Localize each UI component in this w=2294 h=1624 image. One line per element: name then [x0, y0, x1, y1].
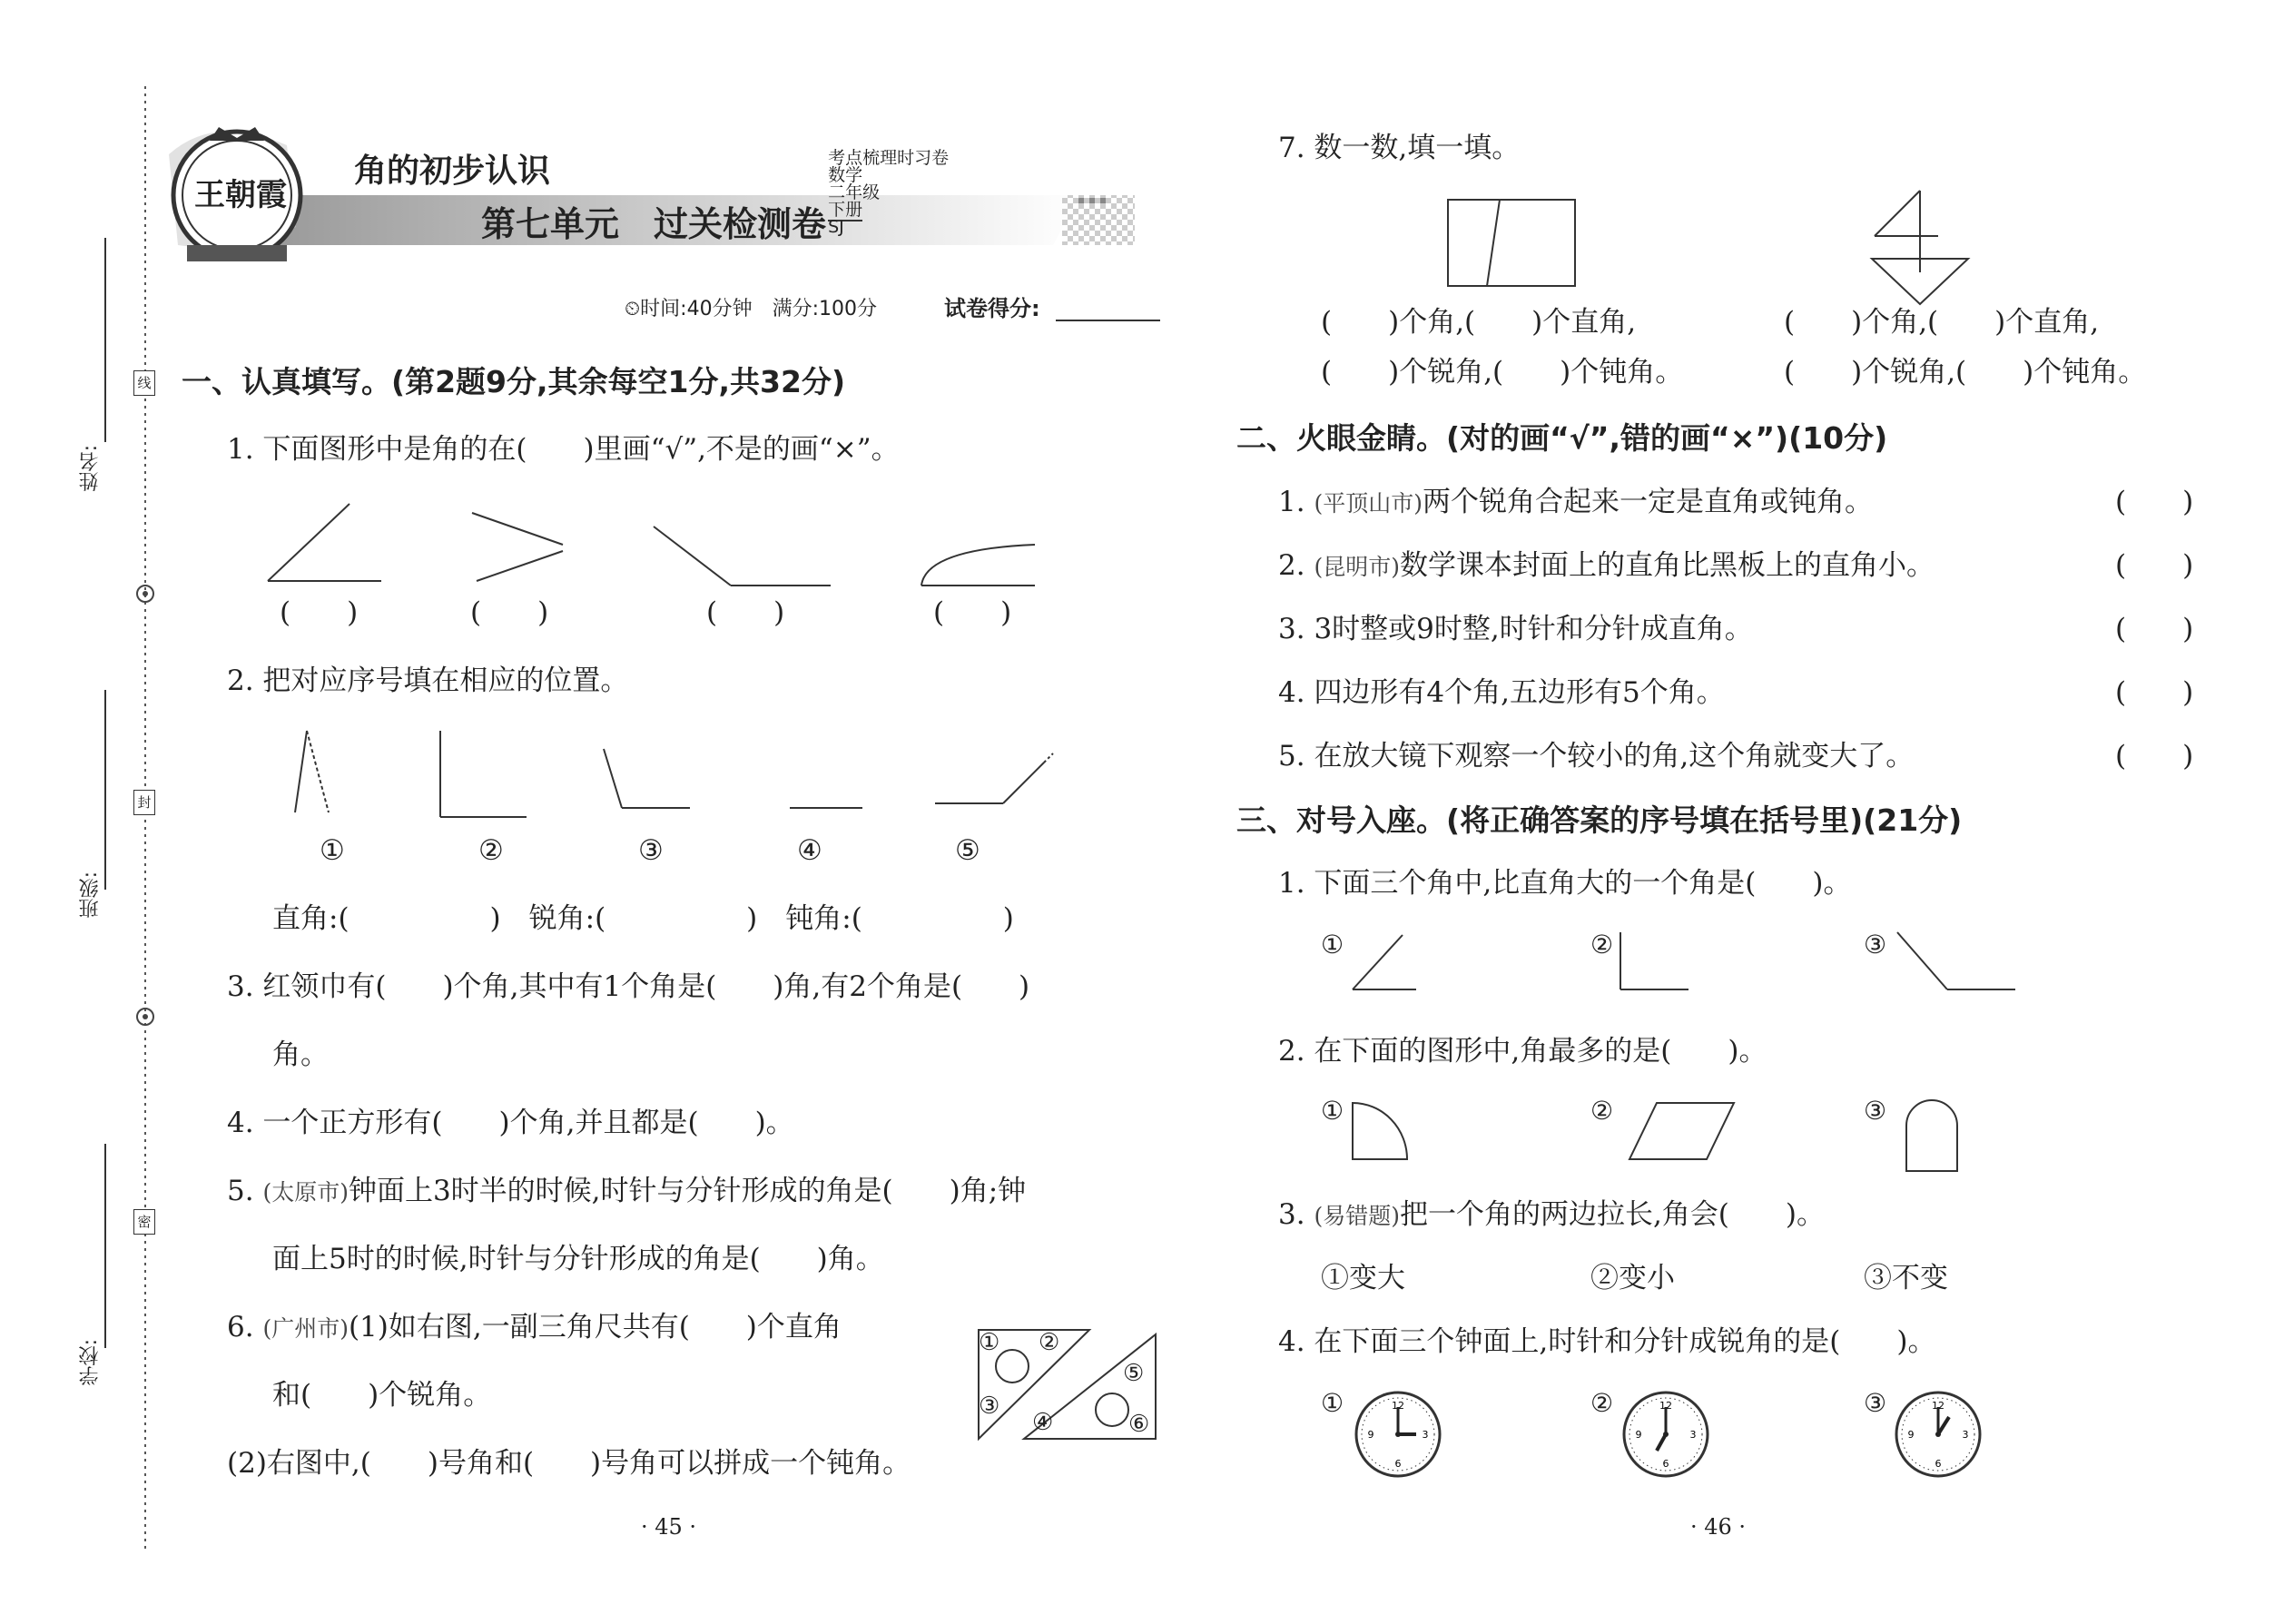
s3-q1-opt-3: ③	[1864, 930, 1887, 960]
s2-item-5-no: 5.	[1278, 740, 1314, 773]
q5-prefix: 5.	[227, 1175, 263, 1207]
score-field[interactable]	[1056, 320, 1160, 321]
binding-mark-xian: 线	[133, 370, 155, 396]
s3-q2-opt-3: ③	[1864, 1096, 1887, 1126]
q5-line	[227, 1177, 1026, 1206]
s3-q1-opt-1: ①	[1321, 930, 1344, 960]
s3-q2-opt-1: ①	[1321, 1096, 1344, 1126]
section3-title: 三、对号入座。(将正确答案的序号填在括号里)(21分)	[1236, 802, 1963, 838]
s3-q4-text: 4. 在下面三个钟面上,时针和分针成锐角的是( )。	[1278, 1325, 1936, 1358]
section1-title: 一、认真填写。(第2题9分,其余每空1分,共32分)	[182, 364, 846, 399]
q6-num-6: ⑥	[1128, 1411, 1150, 1438]
s2-item-4-text: 四边形有4个角,五边形有5个角。	[1314, 676, 1725, 709]
svg-text:3: 3	[1962, 1429, 1969, 1441]
q7-figures	[1443, 186, 2033, 322]
s3-q4-opt-2: ②	[1590, 1388, 1614, 1418]
q6-num-4: ④	[1032, 1409, 1054, 1436]
unit-title: 第七单元 过关检测卷	[481, 204, 827, 244]
q2-num-4: ④	[797, 834, 822, 867]
q2-num-3: ③	[638, 834, 664, 867]
scissors-icon	[134, 1006, 156, 1028]
school-label: 学校:	[79, 1339, 102, 1386]
q7-left-line-1[interactable]: ( )个角,( )个直角,	[1321, 306, 1637, 339]
svg-text:6: 6	[1662, 1458, 1669, 1470]
page-number-left: · 45 ·	[641, 1514, 697, 1540]
s3-q1-angle-1	[1353, 935, 1416, 989]
edition: SJ	[828, 217, 844, 237]
q2-num-2: ②	[478, 834, 504, 867]
name-field[interactable]	[104, 238, 106, 442]
topic-title: 角的初步认识	[354, 152, 551, 190]
s2-blank-3[interactable]: ( )	[2115, 613, 2194, 645]
q1-figure-2	[472, 513, 563, 581]
s3-q2-opt-2: ②	[1590, 1096, 1614, 1126]
score-label: 试卷得分:	[944, 296, 1040, 321]
q1-blank-2[interactable]: ( )	[470, 596, 549, 629]
clock-icon	[1620, 1389, 1711, 1480]
s3-q2-arch	[1906, 1100, 1957, 1171]
section2-title: 二、火眼金睛。(对的画“√”,错的画“×”)(10分)	[1236, 420, 1888, 456]
subject: 数学	[828, 165, 863, 185]
q6-line	[227, 1311, 842, 1343]
q1-blank-3[interactable]: ( )	[706, 596, 785, 629]
svg-text:9: 9	[1367, 1429, 1374, 1441]
s2-blank-1[interactable]: ( )	[2115, 486, 2194, 518]
school-field[interactable]	[104, 1144, 106, 1348]
s2-item-4	[1278, 676, 1725, 709]
volume: 下册	[828, 200, 863, 220]
scissors-icon	[134, 583, 156, 605]
class-field[interactable]	[104, 690, 106, 890]
q6-cont: 和( )个锐角。	[272, 1379, 492, 1412]
s3-q3-opt-2[interactable]: ②变小	[1590, 1262, 1675, 1294]
s3-q1-text: 1. 下面三个角中,比直角大的一个角是( )。	[1278, 867, 1852, 900]
s3-q3-text: 把一个角的两边拉长,角会( )。	[1399, 1198, 1825, 1231]
s3-q2-text: 2. 在下面的图形中,角最多的是( )。	[1278, 1035, 1767, 1068]
q7-right-line-1[interactable]: ( )个角,( )个直角,	[1784, 306, 2100, 339]
s2-item-3-text: 3时整或9时整,时针和分针成直角。	[1314, 613, 1753, 645]
q6-num-2: ②	[1039, 1329, 1060, 1356]
s2-blank-2[interactable]: ( )	[2115, 549, 2194, 582]
q2-figures	[290, 726, 1108, 826]
s3-q1-angles	[1344, 928, 2070, 1000]
q2-num-5: ⑤	[955, 834, 980, 867]
s3-q2-parallelogram	[1629, 1103, 1734, 1159]
svg-text:12: 12	[1392, 1400, 1404, 1412]
q3-text: 3. 红领巾有( )个角,其中有1个角是( )角,有2个角是( )	[227, 970, 1030, 1003]
s2-item-5-text: 在放大镜下观察一个较小的角,这个角就变大了。	[1314, 740, 1915, 773]
s3-q3-line	[1278, 1198, 1825, 1231]
logo-text: 王朝霞	[194, 177, 287, 213]
clock-icon	[1893, 1389, 1984, 1480]
svg-text:6: 6	[1935, 1458, 1942, 1470]
q7-right-line-2[interactable]: ( )个锐角,( )个钝角。	[1784, 356, 2147, 389]
q6-tag: (广州市)	[262, 1315, 349, 1342]
s2-blank-5[interactable]: ( )	[2115, 740, 2194, 773]
s3-q1-angle-3	[1897, 932, 2015, 989]
s2-item-1-text: 两个锐角合起来一定是直角或钝角。	[1422, 486, 1873, 518]
q6-num-1: ①	[979, 1329, 1000, 1356]
q7-rectangle-figure	[1448, 200, 1575, 286]
q5-tag: (太原市)	[262, 1179, 349, 1206]
s2-item-2-no: 2.	[1278, 549, 1314, 582]
s2-item-2-text: 数学课本封面上的直角比黑板上的直角小。	[1399, 549, 1935, 582]
s3-q2-quarter-circle	[1353, 1103, 1407, 1159]
s2-item-1	[1278, 488, 1873, 517]
binding-mark-mi: 密	[133, 1209, 155, 1235]
q1-figure-4	[921, 545, 1035, 586]
q2-angle-5	[935, 753, 1053, 803]
q6-num-3: ③	[979, 1393, 1000, 1420]
q7-flag-figure	[1872, 191, 1968, 304]
q6-set-squares	[974, 1325, 1165, 1462]
class-label: 班级:	[79, 871, 102, 919]
q6-num-5: ⑤	[1123, 1360, 1145, 1387]
q4-text: 4. 一个正方形有( )个角,并且都是( )。	[227, 1107, 794, 1139]
exam-info: ⏲时间:40分钟 满分:100分	[625, 298, 877, 320]
s2-item-4-no: 4.	[1278, 676, 1314, 709]
q3-cont: 角。	[272, 1038, 329, 1071]
s2-item-5	[1278, 740, 1915, 773]
svg-text:6: 6	[1394, 1458, 1402, 1470]
binding-mark-feng: 封	[133, 790, 155, 815]
q5-text: 钟面上3时半的时候,时针与分针形成的角是( )角;钟	[348, 1175, 1027, 1207]
q1-text: 1. 下面图形中是角的在( )里画“√”,不是的画“×”。	[227, 433, 900, 466]
s2-item-3-no: 3.	[1278, 613, 1314, 645]
svg-text:3: 3	[1689, 1429, 1697, 1441]
q2-answer-line[interactable]: 直角:( ) 锐角:( ) 钝角:( )	[272, 902, 1014, 935]
s2-item-1-no: 1.	[1278, 486, 1314, 518]
series-name: 考点梳理时习卷	[828, 148, 950, 168]
q6-part2: (2)右图中,( )号角和( )号角可以拼成一个钝角。	[227, 1447, 911, 1480]
s3-q4-opt-1: ①	[1321, 1388, 1344, 1418]
q1-blank-1[interactable]: ( )	[280, 596, 359, 629]
s3-q4-opt-3: ③	[1864, 1388, 1887, 1418]
q2-text: 2. 把对应序号填在相应的位置。	[227, 664, 629, 697]
q5-cont: 面上5时的时候,时针与分针形成的角是( )角。	[272, 1243, 884, 1275]
s3-q3-opt-1[interactable]: ①变大	[1321, 1262, 1405, 1294]
q1-figure-1	[268, 504, 381, 581]
svg-text:9: 9	[1635, 1429, 1642, 1441]
svg-text:9: 9	[1907, 1429, 1915, 1441]
s3-q1-opt-2: ②	[1590, 930, 1614, 960]
q2-angle-2	[440, 731, 527, 817]
q6-prefix: 6.	[227, 1311, 263, 1343]
s2-item-1-tag: (平顶山市)	[1314, 490, 1423, 517]
s2-blank-4[interactable]: ( )	[2115, 676, 2194, 709]
s3-q1-angle-2	[1620, 932, 1689, 989]
q1-figures	[263, 495, 1080, 604]
s3-q3-prefix: 3.	[1278, 1198, 1314, 1231]
header-series	[817, 133, 960, 236]
page-number-right: · 46 ·	[1690, 1514, 1747, 1540]
s3-q2-shapes	[1344, 1094, 2070, 1176]
q7-text: 7. 数一数,填一填。	[1278, 132, 1521, 164]
clock-icon	[1353, 1389, 1443, 1480]
svg-text:12: 12	[1932, 1400, 1944, 1412]
q2-num-1: ①	[320, 834, 345, 867]
svg-text:12: 12	[1659, 1400, 1672, 1412]
q7-left-line-2[interactable]: ( )个锐角,( )个钝角。	[1321, 356, 1684, 389]
q1-blank-4[interactable]: ( )	[933, 596, 1012, 629]
q6-text: (1)如右图,一副三角尺共有( )个直角	[348, 1311, 842, 1343]
q2-angle-3	[604, 749, 690, 808]
s3-q3-tag: (易错题)	[1314, 1203, 1400, 1229]
svg-text:3: 3	[1422, 1429, 1429, 1441]
grade: 二年级	[828, 182, 881, 202]
q2-angle-1	[295, 731, 329, 812]
name-label: 姓名:	[79, 445, 102, 492]
s2-item-3	[1278, 615, 1753, 644]
q1-figure-3	[654, 527, 831, 586]
s2-item-2	[1278, 549, 1935, 582]
s3-q3-opt-3[interactable]: ③不变	[1864, 1262, 1948, 1294]
s2-item-2-tag: (昆明市)	[1314, 554, 1400, 580]
